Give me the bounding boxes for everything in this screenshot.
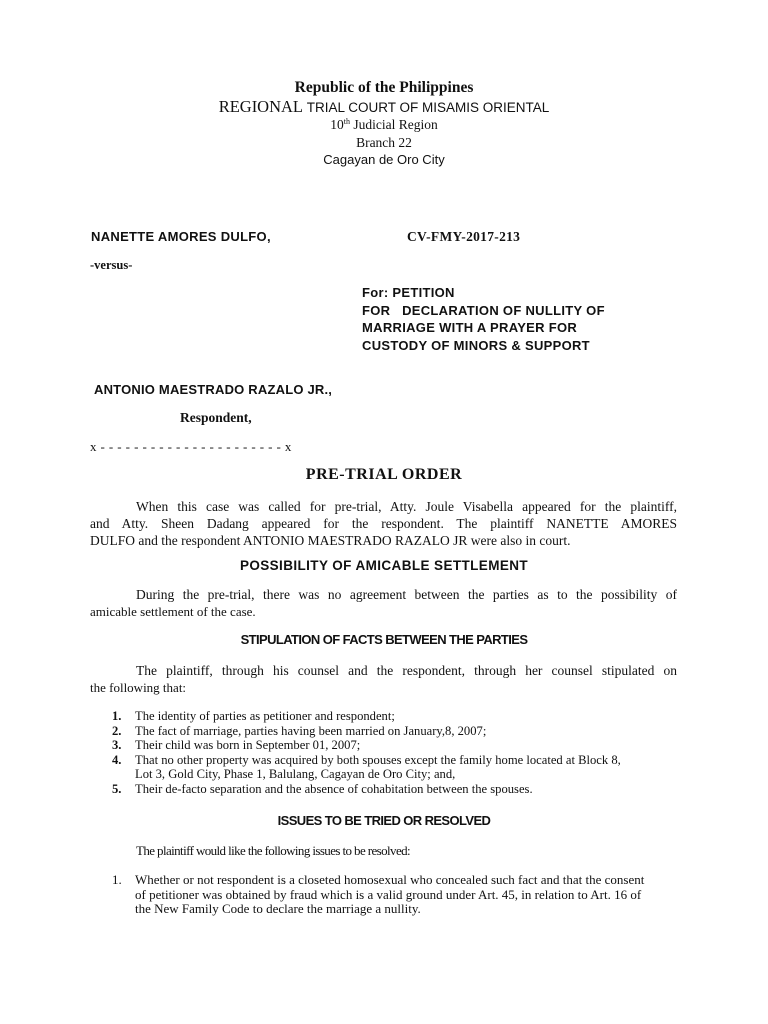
list-item	[135, 873, 695, 917]
list-text: The fact of marriage, parties having been married on January,8, 2007;	[135, 723, 487, 738]
settlement-paragraph	[90, 586, 677, 620]
caption-separator: x - - - - - - - - - - - - - - - - - - - - - - x	[90, 439, 292, 454]
paragraph-line: amicable settlement of the case.	[90, 604, 256, 619]
paragraph-line: the following that:	[90, 680, 187, 695]
issues-intro: The plaintiff would like the following issues to be resolved:	[136, 843, 411, 858]
region-number: 10	[330, 117, 344, 132]
petition-line: For: PETITION	[362, 285, 455, 300]
court-heading	[0, 97, 768, 117]
list-item	[112, 753, 682, 782]
paragraph-line: and Atty. Sheen Dadang appeared for the respondent. The plaintiff NANETTE AMORES	[90, 516, 677, 531]
list-number: 3.	[112, 738, 122, 753]
list-number: 1.	[112, 709, 122, 723]
court-name-rest: TRIAL COURT OF MISAMIS ORIENTAL	[306, 100, 550, 115]
paragraph-line: During the pre-trial, there was no agreement between the parties as to the possibility of	[136, 587, 677, 602]
list-text: Their de-facto separation and the absence of cohabitation between the spouses.	[135, 781, 533, 796]
list-text: of petitioner was obtained by fraud which is a valid ground under Art. 45, in relation to Art. 16 of	[135, 886, 642, 902]
branch-line: Branch 22	[356, 135, 412, 150]
settlement-heading: POSSIBILITY OF AMICABLE SETTLEMENT	[239, 558, 529, 573]
case-number: CV-FMY-2017-213	[407, 229, 521, 244]
list-text: Whether or not respondent is a closeted homosexual who concealed such fact and that the consent	[135, 872, 645, 887]
petition-line: FOR DECLARATION OF NULLITY OF	[362, 302, 605, 318]
list-item	[112, 724, 682, 739]
petitioner-name: NANETTE AMORES DULFO,	[91, 229, 271, 244]
judicial-region	[0, 117, 768, 133]
list-item	[112, 709, 682, 724]
list-text: The identity of parties as petitioner and respondent;	[135, 709, 395, 723]
list-text: Lot 3, Gold City, Phase 1, Balulang, Cagayan de Oro City; and,	[135, 767, 456, 782]
order-title: PRE-TRIAL ORDER	[305, 466, 463, 483]
list-number: 4.	[112, 752, 122, 767]
respondent-name: ANTONIO MAESTRADO RAZALO JR.,	[94, 382, 333, 397]
intro-paragraph	[90, 498, 677, 549]
stipulation-heading: STIPULATION OF FACTS BETWEEN THE PARTIES	[240, 632, 528, 647]
city-line: Cagayan de Oro City	[323, 152, 445, 167]
list-item	[112, 782, 682, 797]
stipulation-list	[112, 709, 682, 797]
paragraph-line: The plaintiff, through his counsel and the respondent, through her counsel stipulated on	[136, 663, 677, 678]
petition-line: MARRIAGE WITH A PRAYER FOR	[362, 320, 578, 335]
list-number: 2.	[112, 723, 122, 738]
court-word-regional: REGIONAL	[218, 97, 304, 116]
list-number: 5.	[112, 781, 122, 796]
list-text: That no other property was acquired by both spouses except the family home located at Block 8,	[135, 752, 621, 767]
versus-label: -versus-	[90, 258, 133, 272]
issues-heading: ISSUES TO BE TRIED OR RESOLVED	[277, 813, 491, 828]
petition-nature	[362, 284, 605, 354]
petition-line: CUSTODY OF MINORS & SUPPORT	[362, 337, 590, 353]
region-suffix: th	[343, 117, 350, 126]
list-text: the New Family Code to declare the marriage a nullity.	[135, 901, 421, 917]
list-item	[112, 738, 682, 753]
region-text: Judicial Region	[353, 117, 438, 132]
paragraph-line: DULFO and the respondent ANTONIO MAESTRADO RAZALO JR were also in court.	[90, 533, 571, 548]
list-text: Their child was born in September 01, 2007;	[135, 738, 361, 753]
paragraph-line: When this case was called for pre-trial, Atty. Joule Visabella appeared for the plaintiff,	[136, 499, 677, 514]
republic-heading: Republic of the Philippines	[294, 79, 474, 96]
stipulation-paragraph	[90, 662, 677, 696]
respondent-label: Respondent,	[180, 410, 252, 425]
list-number: 1.	[112, 872, 122, 887]
